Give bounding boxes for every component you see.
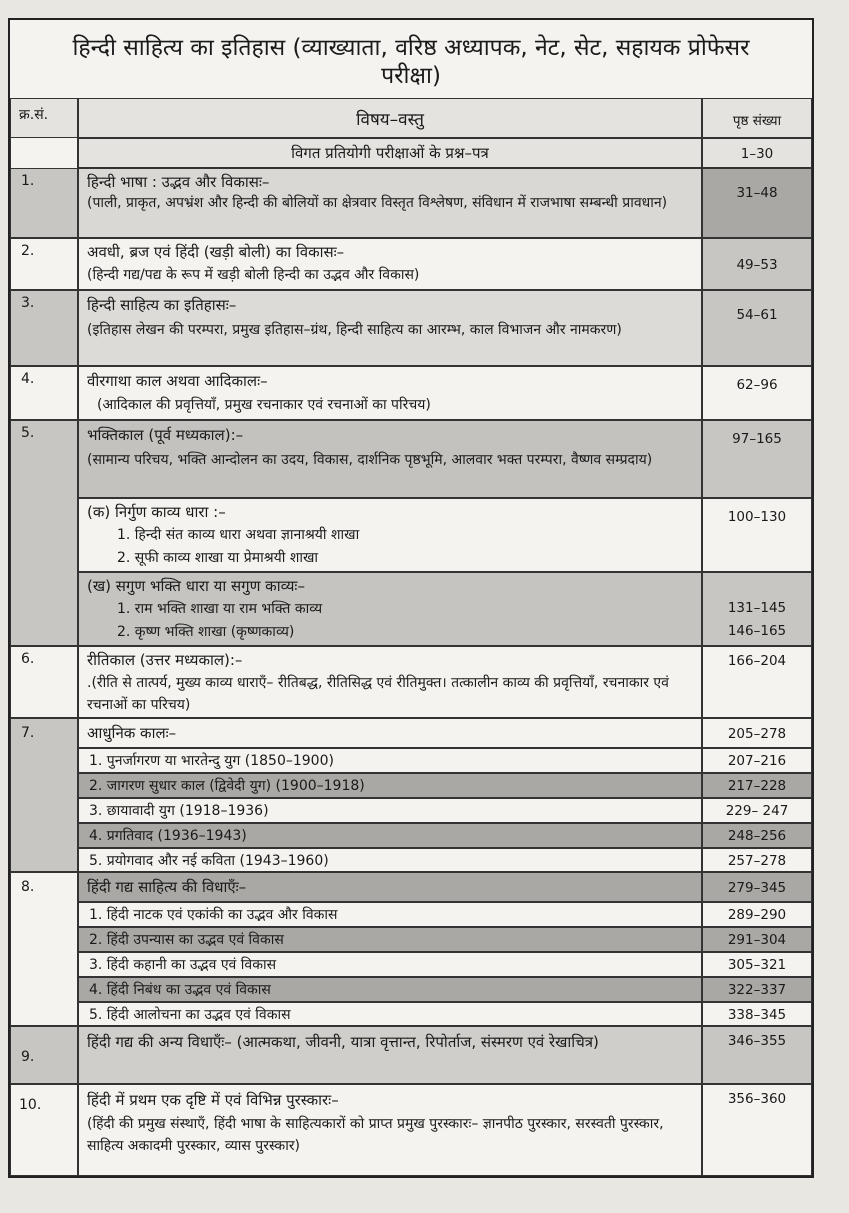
row8-item-2: 2. हिंदी उपन्यास का उद्भव एवं विकास [78, 927, 702, 952]
row10-pages: 356–360 [727, 1091, 787, 1107]
header-subject-cell [78, 98, 702, 138]
row4-sno-cell [10, 366, 78, 420]
row8-pages: 279–345 [727, 880, 787, 896]
row5-pages-cell [702, 420, 812, 498]
row5-title: भक्तिकाल (पूर्व मध्यकाल):– [87, 426, 244, 444]
papers-pages-cell [702, 138, 812, 168]
row7-sno-cell [10, 718, 78, 872]
row5-desc: (सामान्य परिचय, भक्ति आन्दोलन का उदय, विकास, दार्शनिक पृष्ठभूमि, आलवार भक्त परम्परा, वैष्णव सम्प्रदाय) [87, 452, 653, 468]
row5-pages: 97–165 [732, 431, 782, 447]
nirgun-pages: 100–130 [727, 509, 787, 525]
row8-subject [78, 872, 702, 902]
row7-item-1-pages: 207–216 [702, 748, 812, 773]
row7-title: आधुनिक कालः– [87, 724, 177, 742]
row5-subject [78, 420, 702, 498]
sagun-block [78, 572, 702, 646]
row8-sno-cell [10, 872, 78, 1026]
row10-desc: (हिंदी की प्रमुख संस्थाएँ, हिंदी भाषा के साहित्यकारों को प्राप्त प्रमुख पुरस्कारः– ज्ञानपीठ पुरस्कार, सरस्वती पुरस्कार, साहित्य अकादमी पुरस्कार, व्यास पुरस्कार) [87, 1116, 664, 1154]
row10-subject [78, 1084, 702, 1176]
row7-item-5: 5. प्रयोगवाद और नई कविता (1943–1960) [78, 848, 702, 872]
row2-pages: 49–53 [736, 257, 778, 273]
row2-title: अवधी, ब्रज एवं हिंदी (खड़ी बोली) का विकासः– [87, 243, 345, 261]
row1-pages-cell [702, 168, 812, 238]
row8-title: हिंदी गद्य साहित्य की विधाएँः– [87, 878, 247, 896]
row3-sno: 3. [21, 295, 35, 311]
nirgun-title: (क) निर्गुण काव्य धारा :– [87, 503, 226, 521]
nirgun-block [78, 498, 702, 572]
row8-pages-cell [702, 872, 812, 902]
row7-subject [78, 718, 702, 748]
row1-desc: (पाली, प्राकृत, अपभ्रंश और हिन्दी की बोलियों का क्षेत्रवार विस्तृत विश्लेषण, संविधान में राजभाषा सम्बन्धी प्रावधान) [87, 195, 668, 211]
row2-sno: 2. [21, 243, 35, 259]
row5-sno: 5. [21, 425, 35, 441]
row9-pages-cell [702, 1026, 812, 1084]
row7-item-3: 3. छायावादी युग (1918–1936) [78, 798, 702, 823]
row7-sno: 7. [21, 725, 35, 741]
header-sno: क्र.सं. [19, 107, 49, 123]
row1-title: हिन्दी भाषा : उद्भव और विकासः– [87, 173, 270, 191]
sagun-title: (ख) सगुण भक्ति धारा या सगुण काव्यः– [87, 577, 305, 595]
row7-pages: 205–278 [727, 726, 787, 742]
row8-sno: 8. [21, 879, 35, 895]
row5-sno-cell [10, 420, 78, 646]
row10-sno-cell [10, 1084, 78, 1176]
row7-pages-cell [702, 718, 812, 748]
nirgun-pages-cell [702, 498, 812, 572]
contents-page [8, 18, 814, 1178]
header-sno-cell [10, 98, 78, 138]
row4-pages-cell [702, 366, 812, 420]
row1-sno-cell [10, 168, 78, 238]
row6-desc: .(रीति से तात्पर्य, मुख्य काव्य धाराएँ– रीतिबद्ध, रीतिसिद्ध एवं रीतिमुक्त। तत्कालीन काव्य की प्रवृत्तियाँ, रचनाकार एवं रचनाओं का परिचय) [87, 675, 669, 713]
sagun-item-2: 2. कृष्ण भक्ति शाखा (कृष्णकाव्य) [117, 624, 295, 640]
page-title: हिन्दी साहित्य का इतिहास (व्याख्याता, वरिष्ठ अध्यापक, नेट, सेट, सहायक प्रोफेसर परीक्षा) [72, 35, 750, 89]
row7-item-4: 4. प्रगतिवाद (1936–1943) [78, 823, 702, 848]
header-page: पृष्ठ संख्या [732, 113, 782, 129]
header-subject: विषय–वस्तु [356, 110, 424, 130]
row6-subject [78, 646, 702, 718]
row2-desc: (हिन्दी गद्य/पद्य के रूप में खड़ी बोली हिन्दी का उद्भव और विकास) [87, 267, 420, 283]
row9-pages: 346–355 [727, 1033, 787, 1049]
row2-pages-cell [702, 238, 812, 290]
row3-pages-cell [702, 290, 812, 366]
row7-item-2: 2. जागरण सुधार काल (द्विवेदी युग) (1900–1918) [78, 773, 702, 798]
row3-title: हिन्दी साहित्य का इतिहासः– [87, 296, 237, 314]
row7-item-3-pages: 229– 247 [702, 798, 812, 823]
row3-sno-cell [10, 290, 78, 366]
row4-subject [78, 366, 702, 420]
row6-sno-cell [10, 646, 78, 718]
row9-subject [78, 1026, 702, 1084]
row10-title: हिंदी में प्रथम एक दृष्टि में एवं विभिन्न पुरस्कारः– [87, 1091, 339, 1109]
row3-subject [78, 290, 702, 366]
nirgun-item-1: 1. हिन्दी संत काव्य धारा अथवा ज्ञानाश्रयी शाखा [117, 527, 360, 543]
row6-pages-cell [702, 646, 812, 718]
row8-item-4: 4. हिंदी निबंध का उद्भव एवं विकास [78, 977, 702, 1002]
row10-pages-cell [702, 1084, 812, 1176]
row4-title: वीरगाथा काल अथवा आदिकालः– [87, 372, 268, 390]
row8-item-3-pages: 305–321 [702, 952, 812, 977]
papers-pages: 1–30 [740, 146, 774, 162]
row8-item-5-pages: 338–345 [702, 1002, 812, 1026]
row4-sno: 4. [21, 371, 35, 387]
row2-sno-cell [10, 238, 78, 290]
row1-pages: 31–48 [736, 185, 778, 201]
row8-item-5: 5. हिंदी आलोचना का उद्भव एवं विकास [78, 1002, 702, 1026]
row8-item-4-pages: 322–337 [702, 977, 812, 1002]
row7-item-2-pages: 217–228 [702, 773, 812, 798]
sagun-pages-1: 131–145 [727, 600, 787, 616]
row2-subject [78, 238, 702, 290]
row7-item-5-pages: 257–278 [702, 848, 812, 872]
nirgun-item-2: 2. सूफी काव्य शाखा या प्रेमाश्रयी शाखा [117, 550, 319, 566]
row1-sno: 1. [21, 173, 35, 189]
row7-item-1: 1. पुनर्जागरण या भारतेन्दु युग (1850–1900) [78, 748, 702, 773]
row4-desc: (आदिकाल की प्रवृत्तियाँ, प्रमुख रचनाकार एवं रचनाओं का परिचय) [97, 397, 431, 413]
row6-sno: 6. [21, 651, 35, 667]
row9-sno: 9. [21, 1049, 35, 1065]
row4-pages: 62–96 [736, 377, 778, 393]
sagun-pages-2: 146–165 [727, 623, 787, 639]
header-page-cell [702, 98, 812, 138]
row6-title: रीतिकाल (उत्तर मध्यकाल):– [87, 651, 243, 669]
papers-row [78, 138, 702, 168]
row3-pages: 54–61 [736, 307, 778, 323]
row8-item-2-pages: 291–304 [702, 927, 812, 952]
row7-item-4-pages: 248–256 [702, 823, 812, 848]
papers-label: विगत प्रतियोगी परीक्षाओं के प्रश्न–पत्र [291, 144, 489, 162]
row1-subject [78, 168, 702, 238]
sagun-item-1: 1. राम भक्ति शाखा या राम भक्ति काव्य [117, 601, 323, 617]
row8-item-1-pages: 289–290 [702, 902, 812, 927]
row9-title: हिंदी गद्य की अन्य विधाएँः– (आत्मकथा, जीवनी, यात्रा वृत्तान्त, रिपोर्ताज, संस्मरण एवं रेखाचित्र) [87, 1033, 599, 1051]
row3-desc: (इतिहास लेखन की परम्परा, प्रमुख इतिहास–ग्रंथ, हिन्दी साहित्य का आरम्भ, काल विभाजन और नामकरण) [87, 322, 622, 338]
sagun-pages-cell [702, 572, 812, 646]
row8-item-1: 1. हिंदी नाटक एवं एकांकी का उद्भव और विकास [78, 902, 702, 927]
row10-sno: 10. [19, 1097, 42, 1113]
row9-sno-cell [10, 1026, 78, 1084]
row6-pages: 166–204 [727, 653, 787, 669]
row8-item-3: 3. हिंदी कहानी का उद्भव एवं विकास [78, 952, 702, 977]
